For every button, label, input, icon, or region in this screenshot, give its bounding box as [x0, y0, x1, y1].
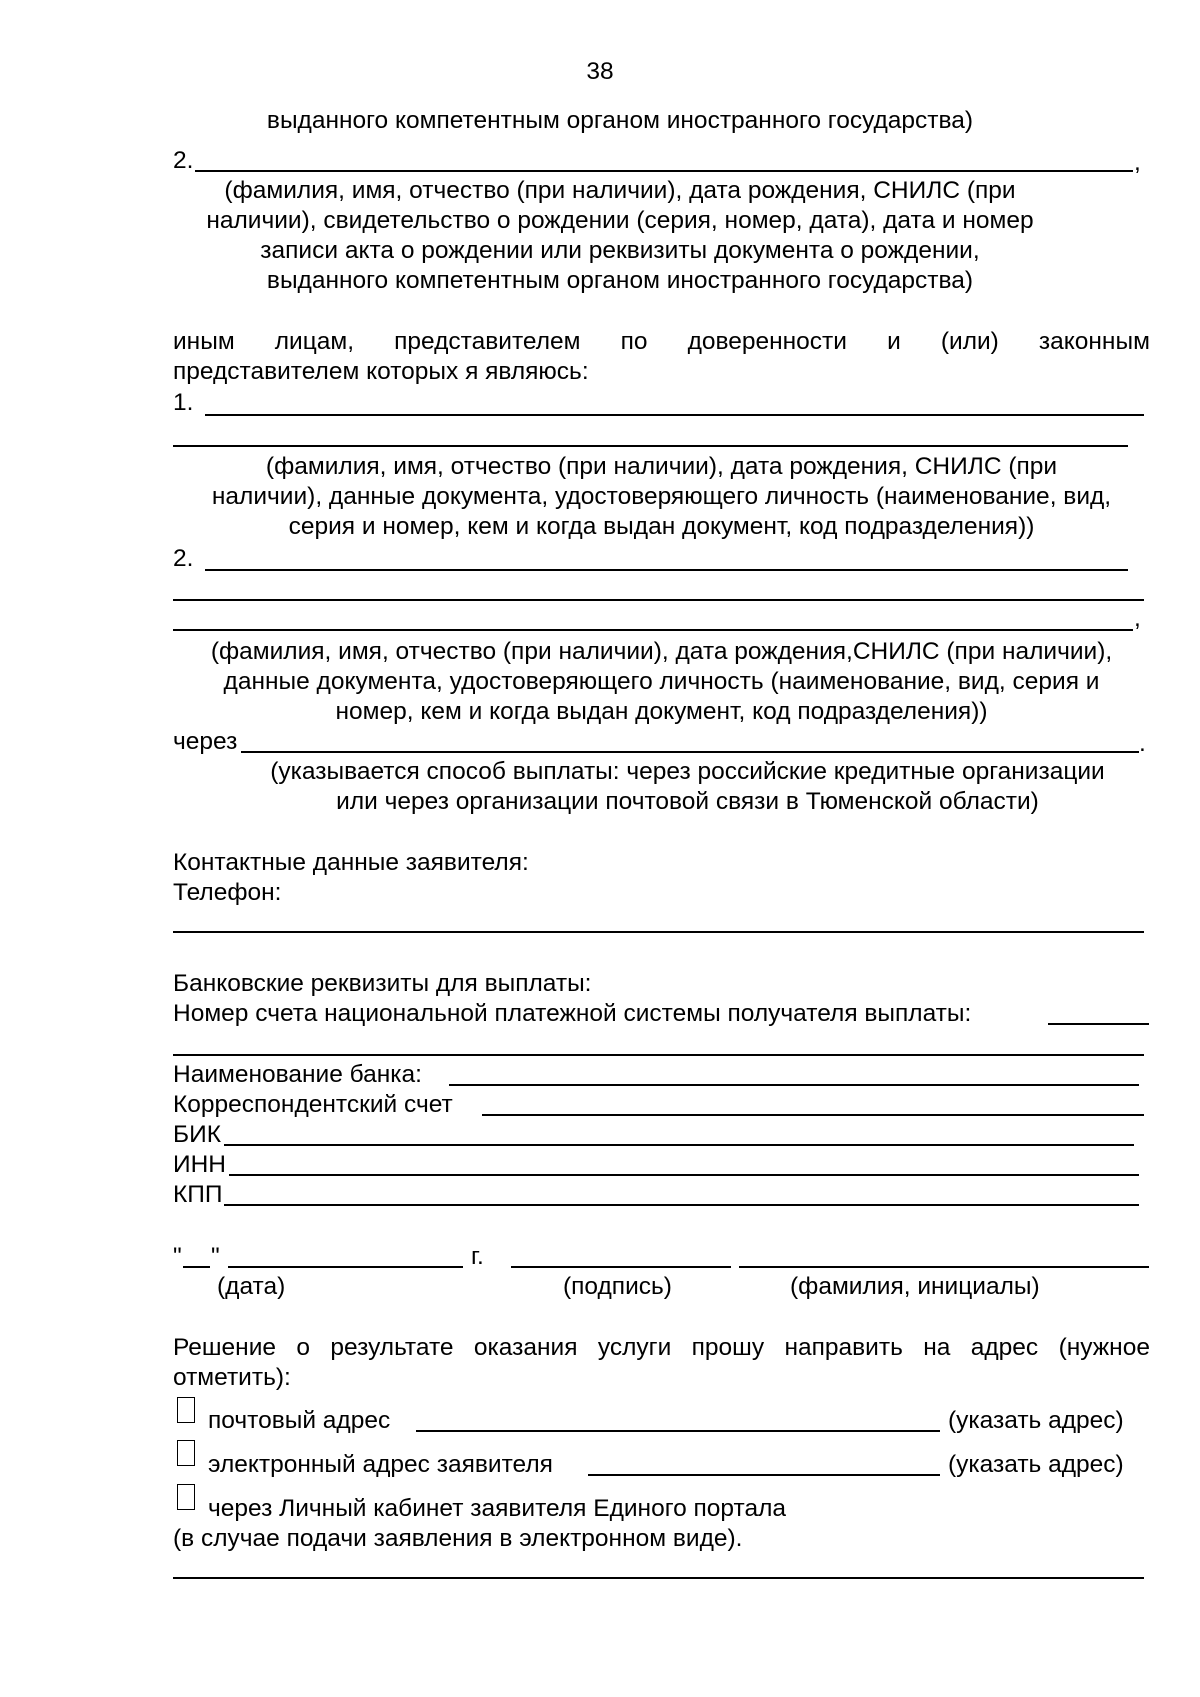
- person1-caption-line-3: серия и номер, кем и когда выдан документ, код подразделения)): [288, 513, 1035, 540]
- contacts-heading: Контактные данные заявителя:: [173, 849, 529, 876]
- decision-intro-line-1: Решение о результате оказания услуги прошу направить на адрес (нужное: [173, 1334, 1150, 1361]
- phone-input-line[interactable]: [173, 931, 1144, 933]
- payment-method-input-line[interactable]: [241, 751, 1139, 753]
- person2-input-line-2[interactable]: [173, 599, 1144, 601]
- account-label: Номер счета национальной платежной системы получателя выплаты:: [173, 1000, 972, 1027]
- signature-input-line[interactable]: [511, 1266, 731, 1268]
- date-caption: (дата): [217, 1273, 286, 1300]
- postal-address-label: почтовый адрес: [208, 1407, 391, 1434]
- bottom-input-line[interactable]: [173, 1577, 1144, 1579]
- account-input-line-1[interactable]: [1048, 1023, 1149, 1025]
- kpp-label: КПП: [173, 1181, 223, 1208]
- decision-intro-line-2: отметить):: [173, 1364, 291, 1391]
- date-month-input-line[interactable]: [228, 1266, 463, 1268]
- bank-heading: Банковские реквизиты для выплаты:: [173, 970, 592, 997]
- second-person-caption-line-2: наличии), свидетельство о рождении (серия, номер, дата), дата и номер: [206, 207, 1034, 234]
- postal-address-input-line[interactable]: [416, 1430, 940, 1432]
- email-address-checkbox[interactable]: [177, 1440, 195, 1466]
- portal-cabinet-label: через Личный кабинет заявителя Единого портала: [208, 1495, 787, 1522]
- person2-caption-line-1: (фамилия, имя, отчество (при наличии), дата рождения,СНИЛС (при наличии),: [210, 638, 1113, 665]
- corr-account-input-line[interactable]: [482, 1114, 1144, 1116]
- portal-cabinet-checkbox[interactable]: [177, 1484, 195, 1510]
- person1-caption-line-1: (фамилия, имя, отчество (при наличии), дата рождения, СНИЛС (при: [265, 453, 1058, 480]
- payment-method-label: через: [173, 728, 238, 755]
- person2-number: 2.: [173, 545, 194, 572]
- bank-name-input-line[interactable]: [449, 1084, 1139, 1086]
- second-person-input-line[interactable]: [195, 170, 1133, 172]
- date-year-suffix: г.: [471, 1243, 484, 1270]
- person2-comma: ,: [1134, 605, 1141, 632]
- other-persons-intro-line-1: иным лицам, представителем по доверенности и (или) законным: [173, 328, 1150, 355]
- first-person-caption-tail: выданного компетентным органом иностранного государства): [266, 107, 974, 134]
- payment-method-caption-line-2: или через организации почтовой связи в Тюменской области): [336, 788, 1039, 815]
- inn-label: ИНН: [173, 1151, 226, 1178]
- portal-cabinet-note: (в случае подачи заявления в электронном виде).: [173, 1525, 743, 1552]
- date-close-quote: ": [211, 1243, 220, 1270]
- postal-address-hint: (указать адрес): [948, 1407, 1124, 1434]
- date-open-quote: ": [173, 1243, 182, 1270]
- person1-number: 1.: [173, 389, 194, 416]
- page-number: 38: [586, 58, 614, 85]
- person1-caption-line-2: наличии), данные документа, удостоверяющего личность (наименование, вид,: [211, 483, 1112, 510]
- email-address-hint: (указать адрес): [948, 1451, 1124, 1478]
- other-persons-intro-line-2: представителем которых я являюсь:: [173, 358, 589, 385]
- person2-input-line-3[interactable]: [173, 629, 1133, 631]
- inn-input-line[interactable]: [229, 1174, 1139, 1176]
- kpp-input-line[interactable]: [224, 1204, 1139, 1206]
- date-day-input-line[interactable]: [183, 1266, 210, 1268]
- email-address-label: электронный адрес заявителя: [208, 1451, 553, 1478]
- second-person-comma: ,: [1134, 149, 1141, 176]
- name-caption: (фамилия, инициалы): [790, 1273, 1040, 1300]
- name-input-line[interactable]: [739, 1266, 1149, 1268]
- second-person-caption-line-4: выданного компетентным органом иностранного государства): [266, 267, 974, 294]
- payment-method-caption-line-1: (указывается способ выплаты: через российские кредитные организации: [270, 758, 1105, 785]
- corr-account-label: Корреспондентский счет: [173, 1091, 453, 1118]
- bank-name-label: Наименование банка:: [173, 1061, 422, 1088]
- person2-input-line-1[interactable]: [205, 569, 1128, 571]
- postal-address-checkbox[interactable]: [177, 1397, 195, 1423]
- account-input-line-2[interactable]: [173, 1054, 1144, 1056]
- email-address-input-line[interactable]: [588, 1474, 940, 1476]
- phone-label: Телефон:: [173, 879, 282, 906]
- second-person-caption-line-3: записи акта о рождении или реквизиты документа о рождении,: [260, 237, 980, 264]
- person1-input-line-2[interactable]: [173, 445, 1128, 447]
- second-person-number: 2.: [173, 147, 194, 174]
- signature-caption: (подпись): [563, 1273, 672, 1300]
- bik-label: БИК: [173, 1121, 221, 1148]
- person2-caption-line-3: номер, кем и когда выдан документ, код подразделения)): [335, 698, 988, 725]
- person1-input-line-1[interactable]: [205, 414, 1144, 416]
- second-person-caption-line-1: (фамилия, имя, отчество (при наличии), дата рождения, СНИЛС (при: [224, 177, 1016, 204]
- person2-caption-line-2: данные документа, удостоверяющего личность (наименование, вид, серия и: [223, 668, 1100, 695]
- payment-method-period: .: [1139, 730, 1146, 757]
- bik-input-line[interactable]: [224, 1144, 1134, 1146]
